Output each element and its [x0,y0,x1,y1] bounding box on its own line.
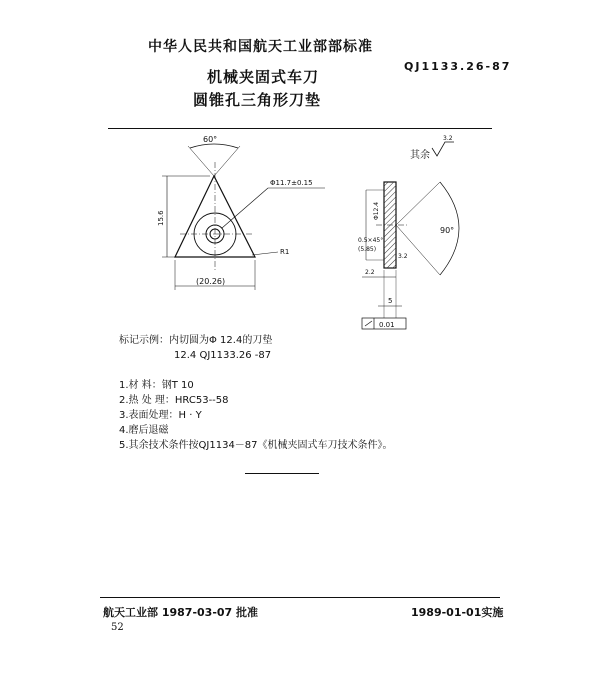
roughness-symbol [432,142,454,156]
title-line-2: 圆锥孔三角形刀垫 [193,91,322,109]
dimension-12-4-label: Φ12.4 [373,201,380,220]
dimension-5-85-label: (5.85) [358,246,377,253]
roughness-label: 其余 [410,150,430,161]
height-dimension-label: 15.6 [157,210,165,226]
header-rule [108,128,492,129]
dimension-2-2-label: 2.2 [365,269,375,276]
approval-date: 航天工业部 1987-03-07 批准 [103,606,259,619]
footer-rule [100,597,500,598]
note-material: 1.材 料：钢T 10 [119,380,194,391]
title-line-1: 机械夹固式车刀 [207,68,320,86]
page-number: 52 [111,622,124,633]
marking-example-label: 标记示例：内切圆为Φ 12.4的刀垫 [119,335,273,346]
marking-example-code: 12.4 QJ1133.26 -87 [174,350,272,361]
note-heat-treatment: 2.热 处 理：HRC53--58 [119,395,229,406]
hole-dimension-label: Φ11.7±0.15 [270,179,313,187]
flatness-value: 0.01 [379,321,395,329]
angle-60-label: 60° [203,135,218,144]
implementation-date: 1989-01-01实施 [411,606,504,619]
note-demagnetize: 4.磨后退磁 [119,425,169,436]
end-rule [245,473,319,474]
note-other-conditions: 5.其余技术条件按QJ1134－87《机械夹固式车刀技术条件》。 [119,440,393,451]
technical-drawing [140,130,460,345]
dimension-5-label: 5 [388,297,393,305]
radius-label: R1 [280,248,290,256]
standard-number: QJ1133.26-87 [404,60,512,73]
chamfer-label: 0.5×45° [358,237,384,244]
angle-90-label: 90° [440,226,455,235]
front-view [162,144,325,290]
standard-organization: 中华人民共和国航天工业部部标准 [148,39,373,55]
roughness-value: 3.2 [443,135,453,142]
roughness-side-value: 3.2 [398,253,408,260]
width-dimension-label: (20.26) [196,277,226,286]
note-surface-treatment: 3.表面处理：H · Y [119,410,202,421]
